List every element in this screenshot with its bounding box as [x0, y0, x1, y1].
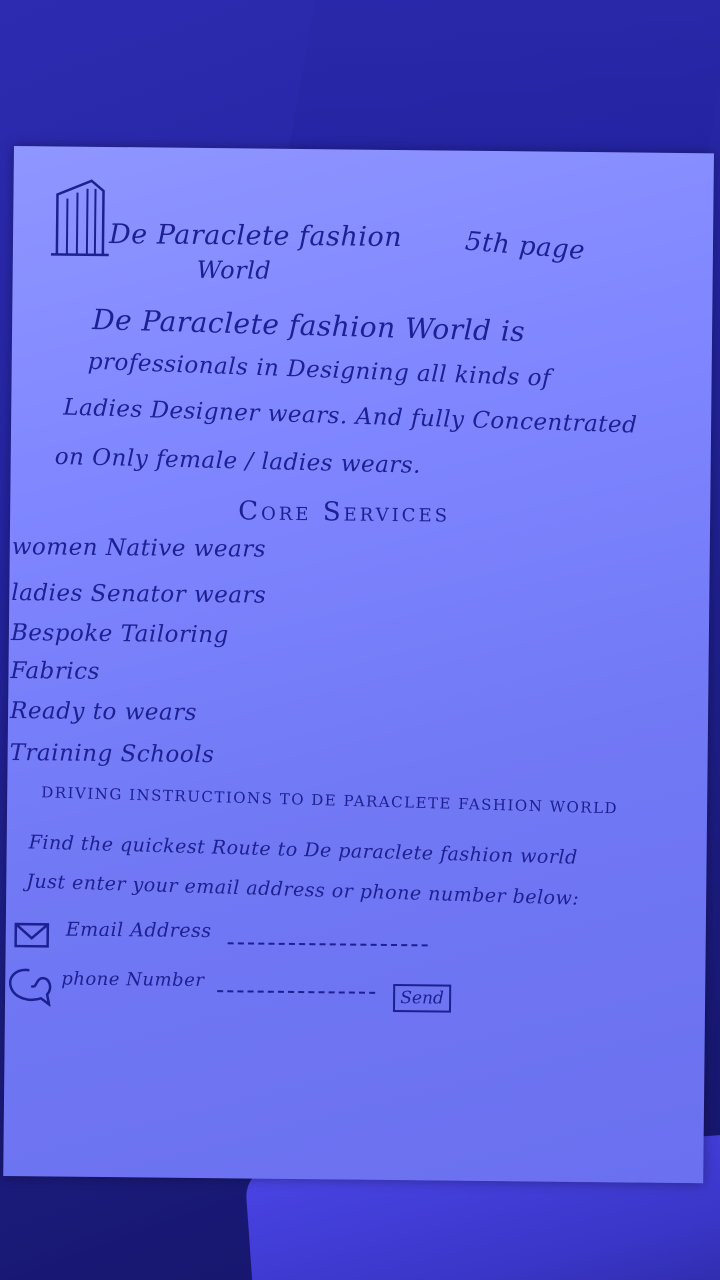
email-field[interactable]: [228, 942, 428, 946]
services-heading: Core Services: [238, 496, 451, 529]
intro-line-2: professionals in Designing all kinds of: [87, 348, 552, 392]
background-fabric-top: [285, 0, 720, 170]
phone-icon: [5, 964, 55, 1011]
service-item: Fabrics: [10, 657, 101, 685]
directions-line-1: Find the quickest Route to De paraclete fashion world: [28, 831, 578, 869]
service-item: Ready to wears: [9, 697, 198, 726]
send-button[interactable]: Send: [393, 984, 451, 1013]
directions-line-2: Just enter your email address or phone number below:: [26, 870, 580, 910]
intro-line-4: on Only female / ladies wears.: [54, 443, 422, 479]
service-item: ladies Senator wears: [11, 579, 267, 609]
intro-line-3: Ladies Designer wears. And fully Concentrated: [62, 394, 638, 439]
service-item: Training Schools: [9, 739, 215, 769]
phone-label: phone Number: [61, 968, 205, 992]
page-label: 5th page: [463, 226, 587, 267]
brand-subtitle: World: [196, 255, 272, 285]
envelope-icon: [14, 922, 50, 952]
intro-line-1: De Paraclete fashion World is: [91, 303, 526, 349]
building-logo-icon: [51, 176, 110, 257]
brand-title: De Paraclete fashion: [108, 219, 403, 254]
sketch-paper: [3, 146, 714, 1183]
email-label: Email Address: [65, 918, 212, 943]
phone-field[interactable]: [217, 990, 375, 994]
service-item: women Native wears: [11, 533, 267, 563]
directions-heading: DRIVING INSTRUCTIONS TO DE PARACLETE FASHION WORLD: [41, 783, 619, 818]
service-item: Bespoke Tailoring: [10, 619, 229, 649]
